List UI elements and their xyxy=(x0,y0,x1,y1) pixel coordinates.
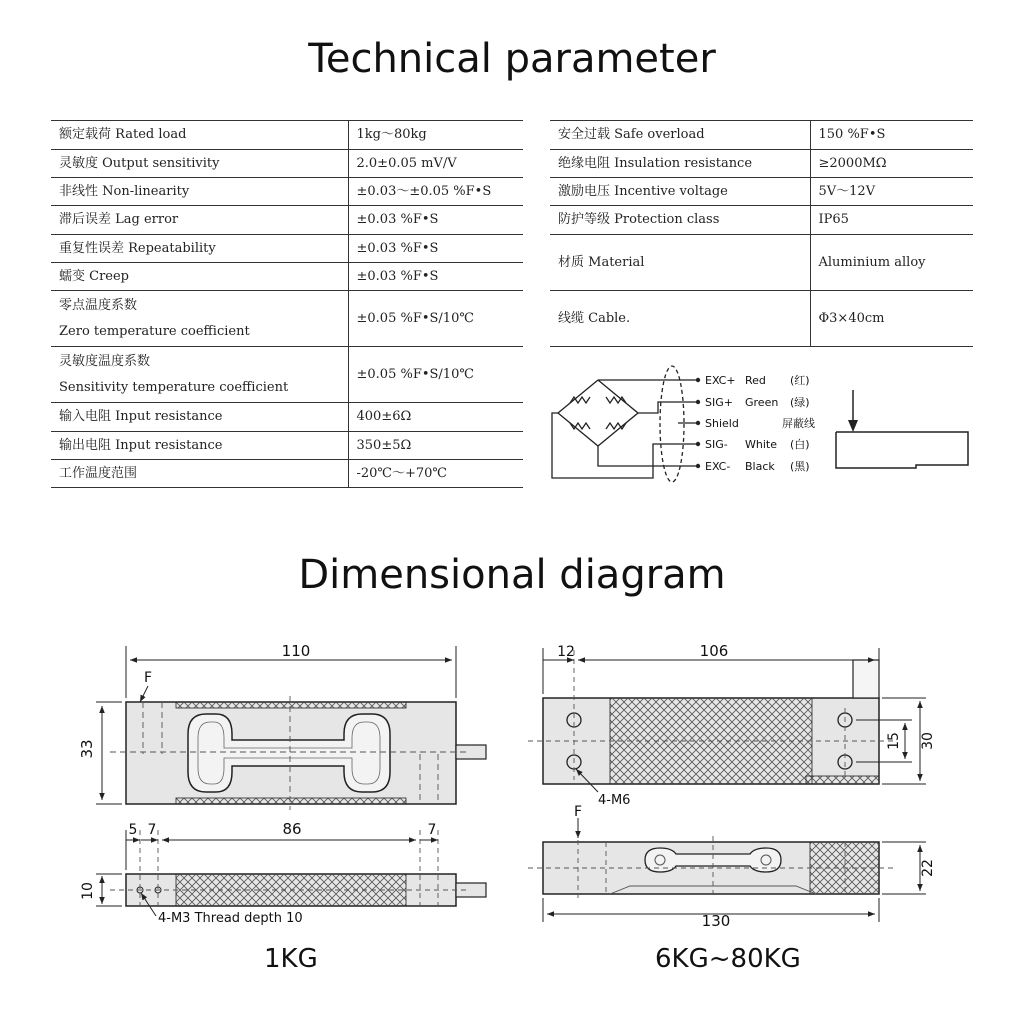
table-row xyxy=(550,150,973,178)
f-label: F xyxy=(143,670,153,686)
table-row xyxy=(51,235,523,263)
wire-pin-label: SIG- xyxy=(705,438,728,451)
table-row xyxy=(51,263,523,291)
param-cell xyxy=(51,291,348,347)
value-cell: ±0.03 %F•S xyxy=(348,235,523,263)
wiring-diagram xyxy=(548,362,978,492)
param-cell: 工作温度范围 xyxy=(51,460,348,488)
param-en: Sensitivity temperature coefficient xyxy=(59,379,289,395)
table-row xyxy=(51,403,523,432)
param-cell: 线缆 Cable. xyxy=(550,291,810,347)
technical-parameter-title: Technical parameter xyxy=(308,36,716,82)
sensor-side-outline xyxy=(836,432,968,468)
value-cell: IP65 xyxy=(810,206,973,235)
table-row xyxy=(51,291,523,347)
wire-sig-plus xyxy=(638,402,698,413)
cable-ellipse xyxy=(660,366,684,482)
param-cn: 零点温度系数 xyxy=(59,297,138,313)
wire-color-label: Green xyxy=(745,396,779,409)
dim-label-15: 15 xyxy=(886,732,902,750)
wire-sig-minus xyxy=(552,413,698,478)
value-cell: 1kg～80kg xyxy=(348,121,523,150)
value-cell: ±0.03～±0.05 %F•S xyxy=(348,178,523,206)
table-row xyxy=(550,121,973,150)
table-row xyxy=(550,206,973,235)
table-row xyxy=(550,291,973,347)
cable-stub xyxy=(456,883,486,897)
wire-pin-label: SIG+ xyxy=(705,396,733,409)
value-cell: 400±6Ω xyxy=(348,403,523,432)
sensor-6kg-side-view xyxy=(528,804,936,930)
cable-stub xyxy=(853,660,879,698)
param-cell: 非线性 Non-linearity xyxy=(51,178,348,206)
strain-gauge-bottom xyxy=(176,798,406,804)
dim-label-12: 12 xyxy=(557,644,575,660)
table-row xyxy=(550,178,973,206)
value-cell: ≥2000MΩ xyxy=(810,150,973,178)
value-cell: 5V～12V xyxy=(810,178,973,206)
dim-label-130: 130 xyxy=(701,912,731,930)
table-row xyxy=(51,460,523,488)
dim-label-86: 86 xyxy=(282,820,302,838)
dim-label-7b: 7 xyxy=(427,822,437,838)
value-cell: ±0.05 %F•S/10℃ xyxy=(348,347,523,403)
dim-label-22: 22 xyxy=(920,859,936,877)
value-cell: Φ3×40cm xyxy=(810,291,973,347)
param-cell: 安全过载 Safe overload xyxy=(550,121,810,150)
wire-cn-label: (绿) xyxy=(790,396,810,409)
spec-table-left xyxy=(51,120,523,488)
wire-cn-label: (白) xyxy=(790,438,810,451)
spec-table-right xyxy=(550,120,973,347)
sensor-1kg-top-view xyxy=(78,642,486,810)
value-cell: -20℃～+70℃ xyxy=(348,460,523,488)
param-cell: 输入电阻 Input resistance xyxy=(51,403,348,432)
param-cell: 绝缘电阻 Insulation resistance xyxy=(550,150,810,178)
terminal-dot xyxy=(696,442,700,446)
wire-cn-label: (黑) xyxy=(790,460,810,473)
value-cell: 350±5Ω xyxy=(348,432,523,460)
bridge-outline xyxy=(558,380,638,446)
wire-color-label: Red xyxy=(745,374,766,387)
sensor-1kg-side-view xyxy=(80,820,486,926)
param-cn: 灵敏度温度系数 xyxy=(59,353,151,369)
dim-label-5: 5 xyxy=(128,822,138,838)
f-label: F xyxy=(573,804,583,820)
wire-cn-label: (红) xyxy=(790,374,810,387)
dim-label-106: 106 xyxy=(699,642,729,660)
wire-cn-label: 屏蔽线 xyxy=(782,417,815,430)
value-cell: ±0.05 %F•S/10℃ xyxy=(348,291,523,347)
param-cell: 激励电压 Incentive voltage xyxy=(550,178,810,206)
param-en: Zero temperature coefficient xyxy=(59,323,250,339)
strain-gauge-top xyxy=(176,702,406,708)
wire-pin-label: EXC+ xyxy=(705,374,736,387)
param-cell: 额定载荷 Rated load xyxy=(51,121,348,150)
terminal-dot xyxy=(696,400,700,404)
param-cell: 重复性误差 Repeatability xyxy=(51,235,348,263)
terminal-dot xyxy=(696,464,700,468)
param-cell: 防护等级 Protection class xyxy=(550,206,810,235)
wire-color-label: White xyxy=(745,438,777,451)
param-cell: 输出电阻 Input resistance xyxy=(51,432,348,460)
value-cell: ±0.03 %F•S xyxy=(348,206,523,235)
dimension-drawings xyxy=(0,630,1024,940)
caption-6kg-80kg: 6KG~80KG xyxy=(655,944,801,974)
dim-label-7: 7 xyxy=(147,822,157,838)
dim-label-10: 10 xyxy=(80,882,96,900)
wire-color-label: Black xyxy=(745,460,775,473)
table-row xyxy=(51,432,523,460)
f-leader xyxy=(140,686,148,702)
value-cell: 150 %F•S xyxy=(810,121,973,150)
dim-label-110: 110 xyxy=(281,642,311,660)
thread-label: 4-M3 Thread depth 10 xyxy=(158,911,303,926)
value-cell: 2.0±0.05 mV/V xyxy=(348,150,523,178)
load-arrow-icon xyxy=(848,420,858,432)
terminal-dot xyxy=(696,378,700,382)
table-row xyxy=(51,206,523,235)
strain-gauge-edge xyxy=(806,776,879,784)
table-row xyxy=(51,178,523,206)
sensor-6kg-top-view xyxy=(528,642,936,808)
table-row xyxy=(550,235,973,291)
m6-label: 4-M6 xyxy=(598,793,631,808)
param-cell: 蠕变 Creep xyxy=(51,263,348,291)
terminal-dot xyxy=(696,421,700,425)
value-cell: Aluminium alloy xyxy=(810,235,973,291)
param-cell: 灵敏度 Output sensitivity xyxy=(51,150,348,178)
table-row xyxy=(51,121,523,150)
wire-pin-label: Shield xyxy=(705,417,739,430)
dimensional-diagram-title: Dimensional diagram xyxy=(298,552,726,598)
param-cell: 材质 Material xyxy=(550,235,810,291)
wire-pin-label: EXC- xyxy=(705,460,731,473)
param-cell xyxy=(51,347,348,403)
table-row xyxy=(51,347,523,403)
param-cell: 滞后误差 Lag error xyxy=(51,206,348,235)
dim-label-30: 30 xyxy=(920,732,936,750)
value-cell: ±0.03 %F•S xyxy=(348,263,523,291)
caption-1kg: 1KG xyxy=(264,944,318,974)
table-row xyxy=(51,150,523,178)
dim-label-33: 33 xyxy=(78,739,96,759)
